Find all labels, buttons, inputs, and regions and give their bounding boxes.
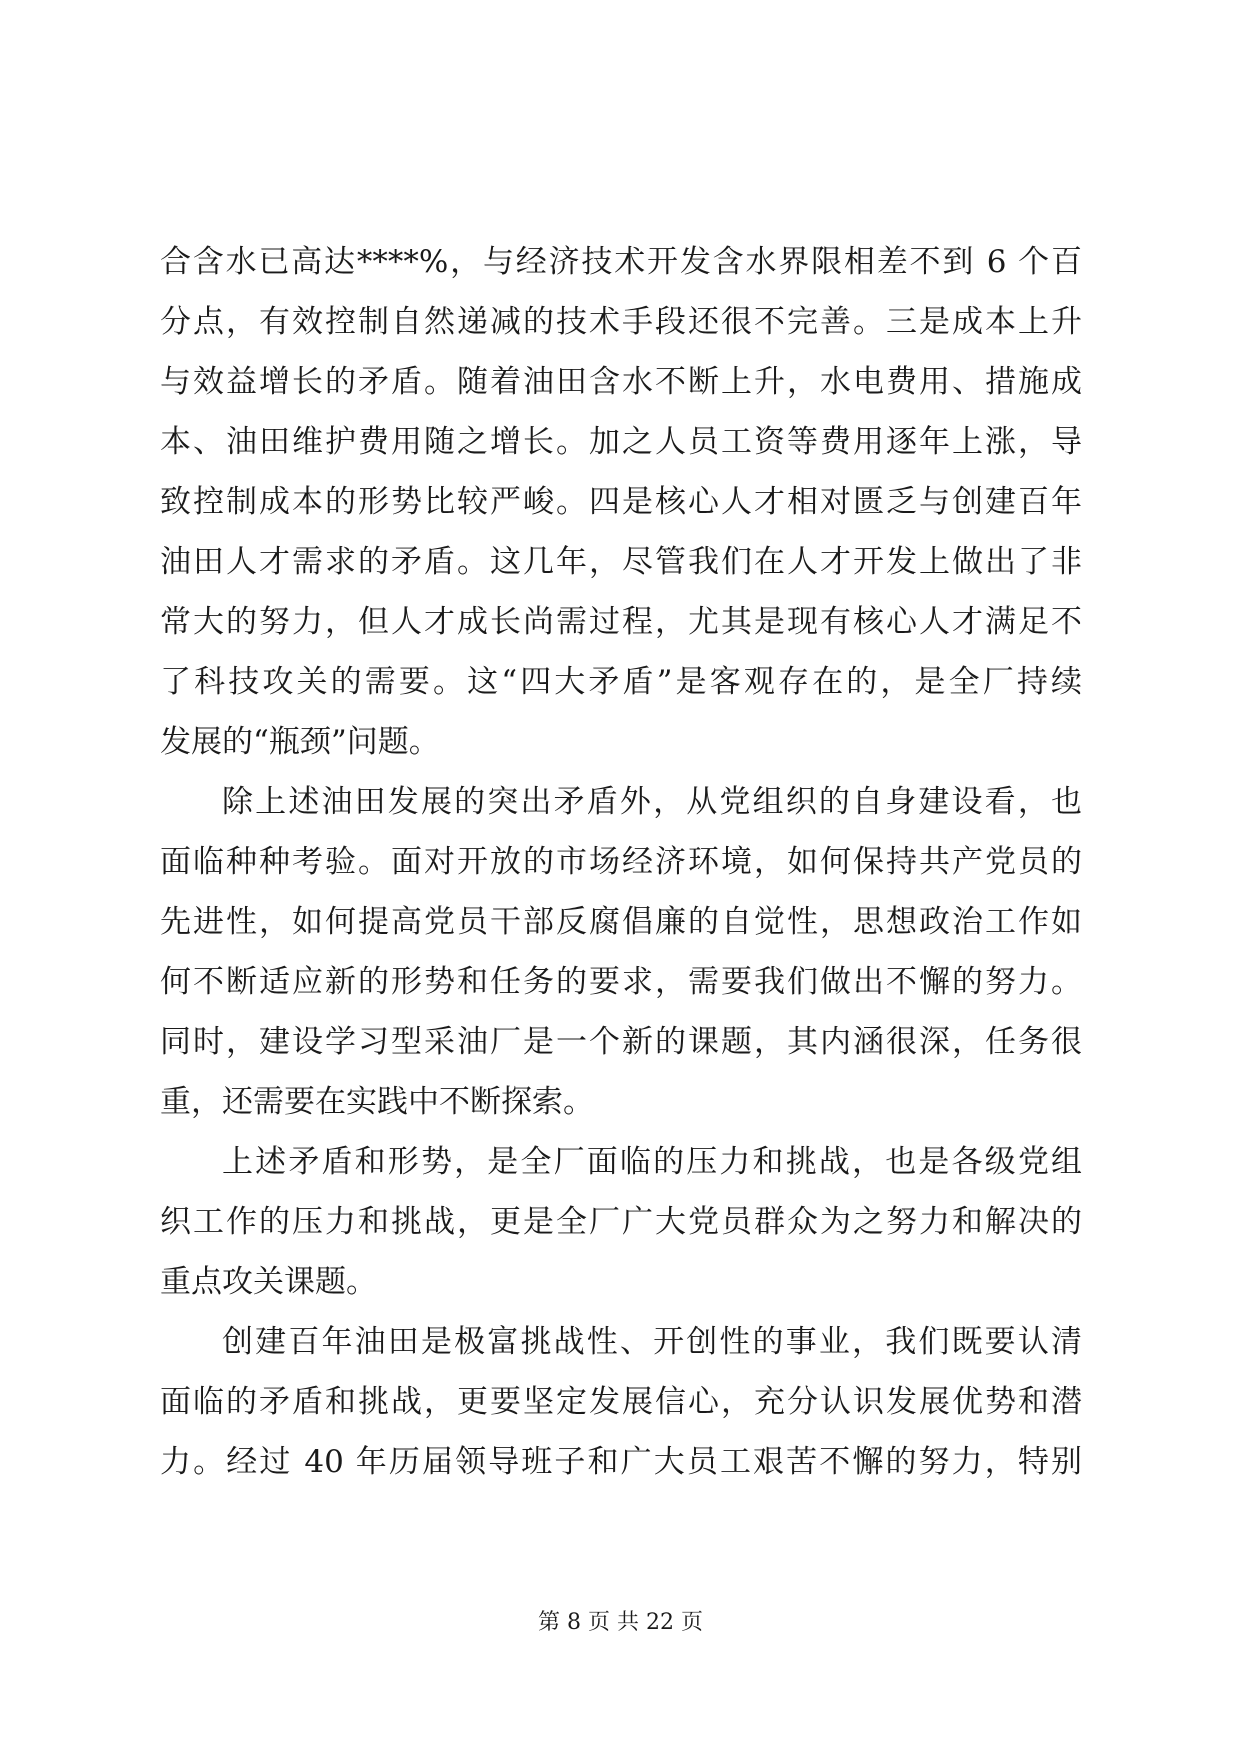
paragraph-4-line: 创建百年油田是极富挑战性、开创性的事业，我们既要认清 (222, 1324, 1082, 1360)
paragraph-2-line: 先进性，如何提高党员干部反腐倡廉的自觉性，思想政治工作如 (160, 904, 1082, 940)
page-footer: 第 8 页 共 22 页 (538, 1610, 703, 1635)
paragraph-2-line: 重，还需要在实践中不断探索。 (160, 1084, 594, 1120)
paragraph-3-line: 上述矛盾和形势，是全厂面临的压力和挑战，也是各级党组 (222, 1144, 1082, 1180)
paragraph-1-line: 常大的努力，但人才成长尚需过程，尤其是现有核心人才满足不 (160, 604, 1082, 640)
paragraph-1-line: 致控制成本的形势比较严峻。四是核心人才相对匮乏与创建百年 (160, 484, 1082, 520)
paragraph-1-line: 与效益增长的矛盾。随着油田含水不断上升，水电费用、措施成 (160, 364, 1082, 400)
paragraph-1-line: 分点，有效控制自然递减的技术手段还很不完善。三是成本上升 (160, 304, 1082, 340)
document-body (160, 232, 1082, 1492)
paragraph-2-line: 面临种种考验。面对开放的市场经济环境，如何保持共产党员的 (160, 844, 1082, 880)
paragraph-3-line: 织工作的压力和挑战，更是全厂广大党员群众为之努力和解决的 (160, 1204, 1082, 1240)
paragraph-3-line: 重点攻关课题。 (160, 1264, 377, 1300)
paragraph-1-line: 本、油田维护费用随之增长。加之人员工资等费用逐年上涨，导 (160, 424, 1082, 460)
paragraph-2-line: 除上述油田发展的突出矛盾外，从党组织的自身建设看，也 (222, 784, 1082, 820)
paragraph-2-line: 何不断适应新的形势和任务的要求，需要我们做出不懈的努力。 (160, 964, 1082, 1000)
paragraph-1-line: 油田人才需求的矛盾。这几年，尽管我们在人才开发上做出了非 (160, 544, 1082, 580)
paragraph-1-line: 了科技攻关的需要。这“四大矛盾”是客观存在的，是全厂持续 (160, 664, 1082, 700)
paragraph-4-line: 力。经过 40 年历届领导班子和广大员工艰苦不懈的努力，特别 (160, 1444, 1082, 1480)
paragraph-1-line: 合含水已高达****%，与经济技术开发含水界限相差不到 6 个百 (160, 244, 1082, 280)
paragraph-4-line: 面临的矛盾和挑战，更要坚定发展信心，充分认识发展优势和潜 (160, 1384, 1082, 1420)
paragraph-1-line: 发展的“瓶颈”问题。 (160, 724, 440, 760)
paragraph-2-line: 同时，建设学习型采油厂是一个新的课题，其内涵很深，任务很 (160, 1024, 1082, 1060)
